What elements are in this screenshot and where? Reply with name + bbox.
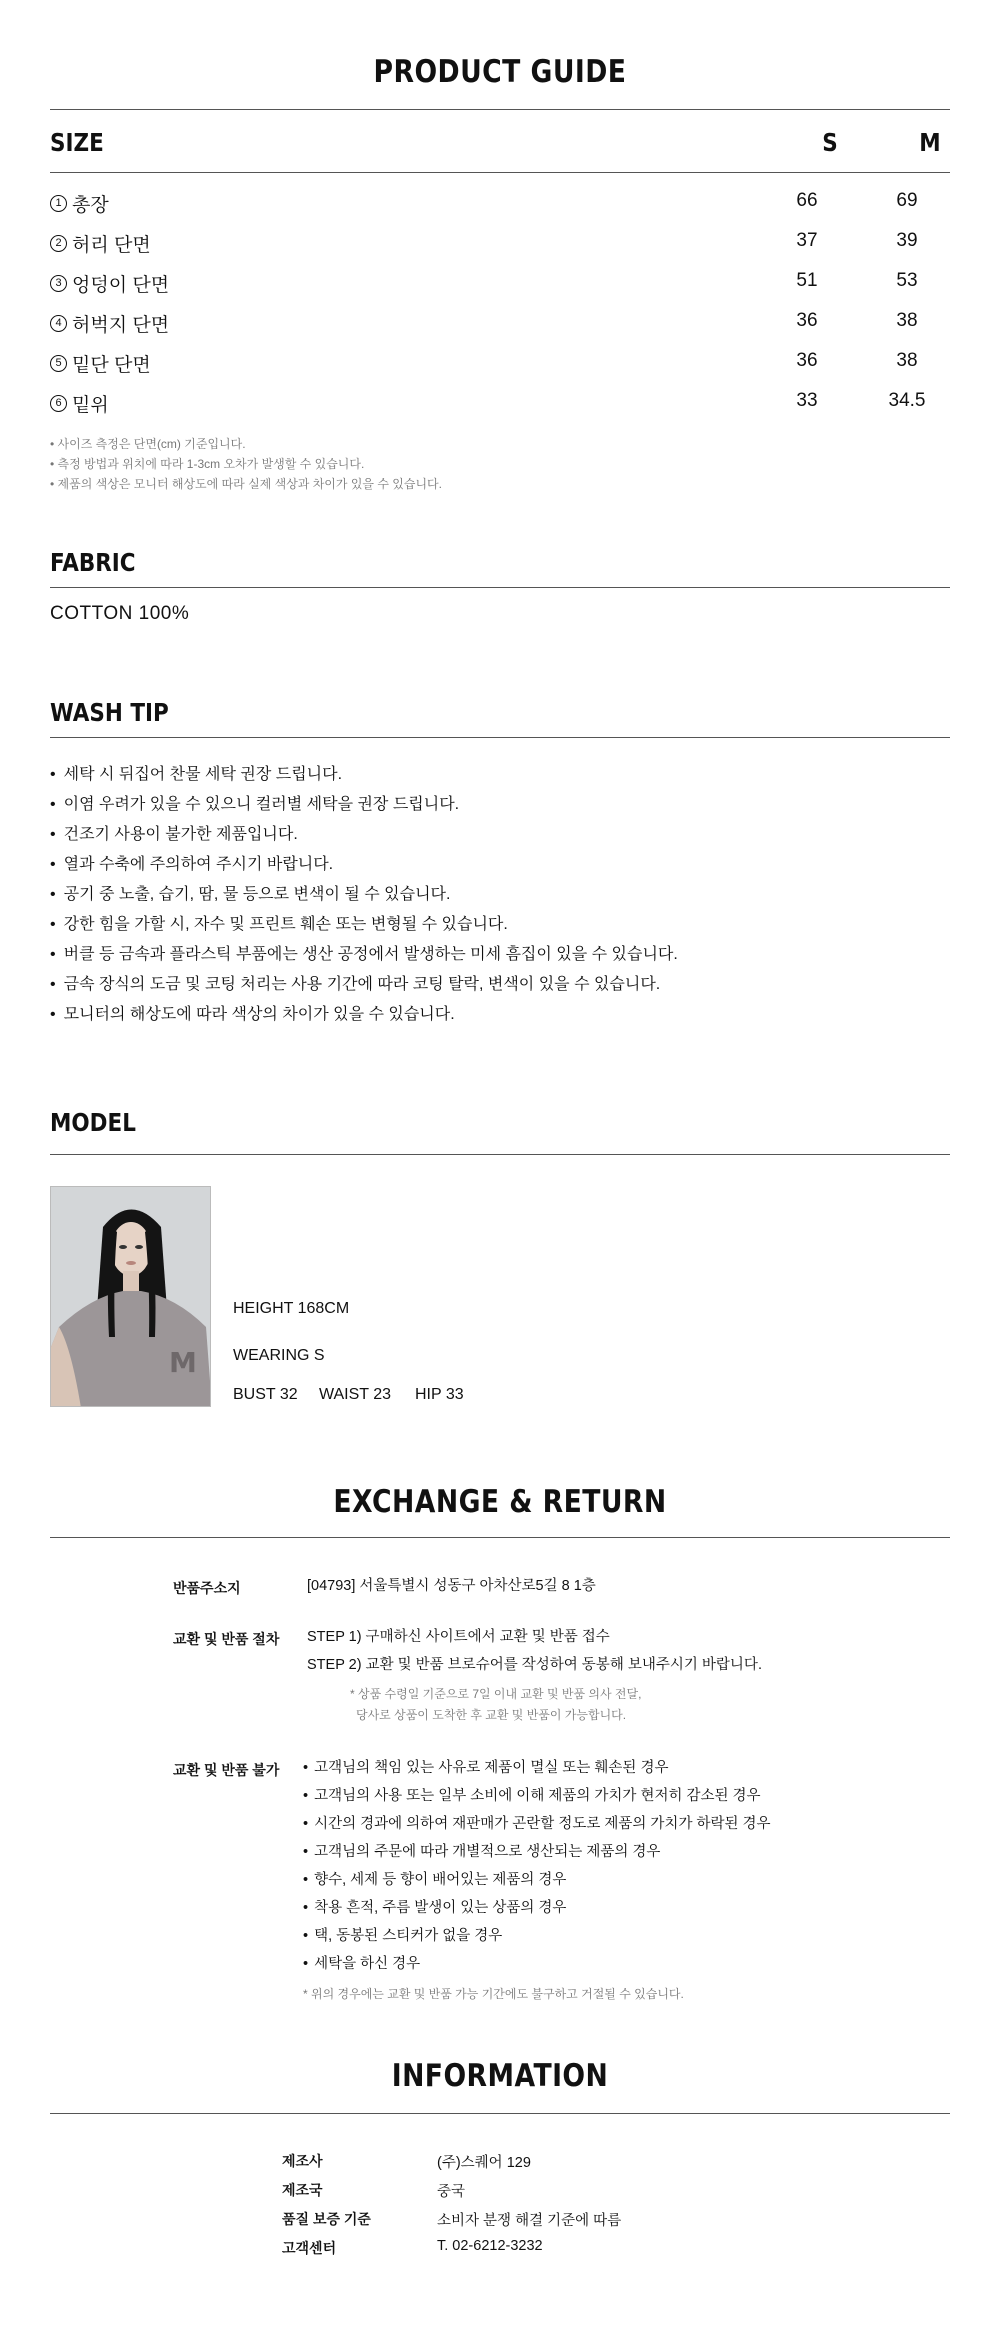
size-s-value: 33: [796, 390, 818, 411]
list-item: • 고객님의 책임 있는 사유로 제품이 멸실 또는 훼손된 경우: [303, 1754, 771, 1782]
size-m-value: 53: [896, 270, 918, 291]
size-row: [50, 230, 950, 270]
size-s-value: 66: [796, 190, 818, 211]
wash-tip-list: [50, 760, 678, 1030]
return-unavailable-label: 교환 및 반품 불가: [173, 1762, 280, 1778]
size-row-label: [50, 230, 151, 257]
info-label-customer-center: 고객센터: [282, 2240, 337, 2256]
information-title: INFORMATION: [391, 2058, 609, 2094]
info-value-warranty: 소비자 분쟁 해결 기준에 따름: [437, 2213, 622, 2229]
divider: [50, 109, 950, 110]
divider: [50, 1154, 950, 1155]
size-row: [50, 310, 950, 350]
size-row-label: [50, 390, 109, 417]
divider: [50, 737, 950, 738]
info-value-country: 중국: [437, 2184, 466, 2200]
circled-number: 1: [50, 195, 67, 212]
size-row: [50, 350, 950, 390]
circled-number: 6: [50, 395, 67, 412]
circled-number: 2: [50, 235, 67, 252]
svg-text:M: M: [169, 1346, 197, 1379]
size-row-label: [50, 190, 109, 217]
size-note: • 사이즈 측정은 단면(cm) 기준입니다.: [50, 437, 246, 451]
measurement-name: 엉덩이 단면: [72, 275, 170, 296]
divider: [50, 1537, 950, 1538]
size-header-label: SIZE: [50, 128, 104, 157]
list-item: • 모니터의 해상도에 따라 색상의 차이가 있을 수 있습니다.: [50, 1000, 678, 1030]
list-item: • 공기 중 노출, 습기, 땀, 물 등으로 변색이 될 수 있습니다.: [50, 880, 678, 910]
list-item: • 착용 흔적, 주름 발생이 있는 상품의 경우: [303, 1894, 771, 1922]
size-m-value: 69: [896, 190, 918, 211]
size-note: • 측정 방법과 위치에 따라 1-3cm 오차가 발생할 수 있습니다.: [50, 457, 365, 471]
size-note: • 제품의 색상은 모니터 해상도에 따라 실제 색상과 차이가 있을 수 있습니다.: [50, 477, 442, 491]
measurement-name: 허리 단면: [72, 235, 151, 256]
divider: [50, 2113, 950, 2114]
return-address: [04793] 서울특별시 성동구 아차산로5길 8 1층: [307, 1578, 596, 1594]
return-step-2: STEP 2) 교환 및 반품 브로슈어를 작성하여 동봉해 보내주시기 바랍니다.: [307, 1657, 762, 1673]
return-unavailable-list: [303, 1754, 771, 1978]
list-item: • 강한 힘을 가할 시, 자수 및 프린트 훼손 또는 변형될 수 있습니다.: [50, 910, 678, 940]
size-col-s: S: [822, 128, 838, 157]
list-item: • 시간의 경과에 의하여 재판매가 곤란할 정도로 제품의 가치가 하락된 경우: [303, 1810, 771, 1838]
list-item: • 고객님의 사용 또는 일부 소비에 이해 제품의 가치가 현저히 감소된 경우: [303, 1782, 771, 1810]
measurement-name: 밑단 단면: [72, 355, 151, 376]
list-item: • 건조기 사용이 불가한 제품입니다.: [50, 820, 678, 850]
list-item: • 이염 우려가 있을 수 있으니 컬러별 세탁을 권장 드립니다.: [50, 790, 678, 820]
model-hip: HIP 33: [415, 1386, 464, 1403]
size-col-m: M: [919, 128, 941, 157]
list-item: • 고객님의 주문에 따라 개별적으로 생산되는 제품의 경우: [303, 1838, 771, 1866]
size-row: [50, 190, 950, 230]
info-value-customer-center: T. 02-6212-3232: [437, 2238, 543, 2254]
divider: [50, 587, 950, 588]
info-value-manufacturer: (주)스퀘어 129: [437, 2155, 531, 2171]
circled-number: 4: [50, 315, 67, 332]
size-s-value: 51: [796, 270, 818, 291]
size-notes: [50, 434, 442, 494]
size-s-value: 37: [796, 230, 818, 251]
list-item: • 향수, 세제 등 향이 배어있는 제품의 경우: [303, 1866, 771, 1894]
size-row: [50, 390, 950, 430]
list-item: • 세탁을 하신 경우: [303, 1950, 771, 1978]
fabric-title: FABRIC: [50, 548, 136, 577]
return-process-label: 교환 및 반품 절차: [173, 1631, 280, 1647]
circled-number: 5: [50, 355, 67, 372]
return-address-label: 반품주소지: [173, 1580, 241, 1596]
model-bust: BUST 32: [233, 1386, 298, 1403]
return-step-1: STEP 1) 구매하신 사이트에서 교환 및 반품 접수: [307, 1629, 610, 1645]
measurement-name: 총장: [72, 195, 109, 216]
model-height: HEIGHT 168CM: [233, 1300, 350, 1317]
size-m-value: 38: [896, 310, 918, 331]
size-table-header: [50, 128, 950, 168]
exchange-title: EXCHANGE & RETURN: [333, 1484, 667, 1520]
divider: [50, 172, 950, 173]
model-title: MODEL: [50, 1108, 136, 1137]
list-item: • 택, 동봉된 스티커가 없을 경우: [303, 1922, 771, 1950]
size-row-label: [50, 310, 169, 337]
circled-number: 3: [50, 275, 67, 292]
info-label-warranty: 품질 보증 기준: [282, 2211, 371, 2227]
size-m-value: 39: [896, 230, 918, 251]
list-item: • 세탁 시 뒤집어 찬물 세탁 권장 드립니다.: [50, 760, 678, 790]
measurement-name: 밑위: [72, 395, 109, 416]
fabric-value: COTTON 100%: [50, 603, 190, 624]
product-guide-title: PRODUCT GUIDE: [373, 54, 627, 90]
return-step-note: 당사로 상품이 도착한 후 교환 및 반품이 가능합니다.: [356, 1708, 627, 1722]
return-foot-note: * 위의 경우에는 교환 및 반품 가능 기간에도 불구하고 거절될 수 있습니다.: [303, 1987, 684, 2001]
size-s-value: 36: [796, 350, 818, 371]
size-s-value: 36: [796, 310, 818, 331]
wash-tip-title: WASH TIP: [50, 698, 169, 727]
size-m-value: 34.5: [888, 390, 926, 411]
measurement-name: 허벅지 단면: [72, 315, 170, 336]
info-label-manufacturer: 제조사: [282, 2153, 323, 2169]
list-item: • 버클 등 금속과 플라스틱 부품에는 생산 공정에서 발생하는 미세 흠집이 있을 수 있습니다.: [50, 940, 678, 970]
list-item: • 금속 장식의 도금 및 코팅 처리는 사용 기간에 따라 코팅 탈락, 변색이 있을 수 있습니다.: [50, 970, 678, 1000]
return-step-note: * 상품 수령일 기준으로 7일 이내 교환 및 반품 의사 전달,: [350, 1687, 642, 1701]
info-label-country: 제조국: [282, 2182, 323, 2198]
size-m-value: 38: [896, 350, 918, 371]
size-row-label: [50, 270, 169, 297]
size-row-label: [50, 350, 151, 377]
model-photo: [50, 1186, 211, 1407]
model-waist: WAIST 23: [319, 1386, 392, 1403]
size-row: [50, 270, 950, 310]
model-wearing: WEARING S: [233, 1347, 325, 1364]
list-item: • 열과 수축에 주의하여 주시기 바랍니다.: [50, 850, 678, 880]
